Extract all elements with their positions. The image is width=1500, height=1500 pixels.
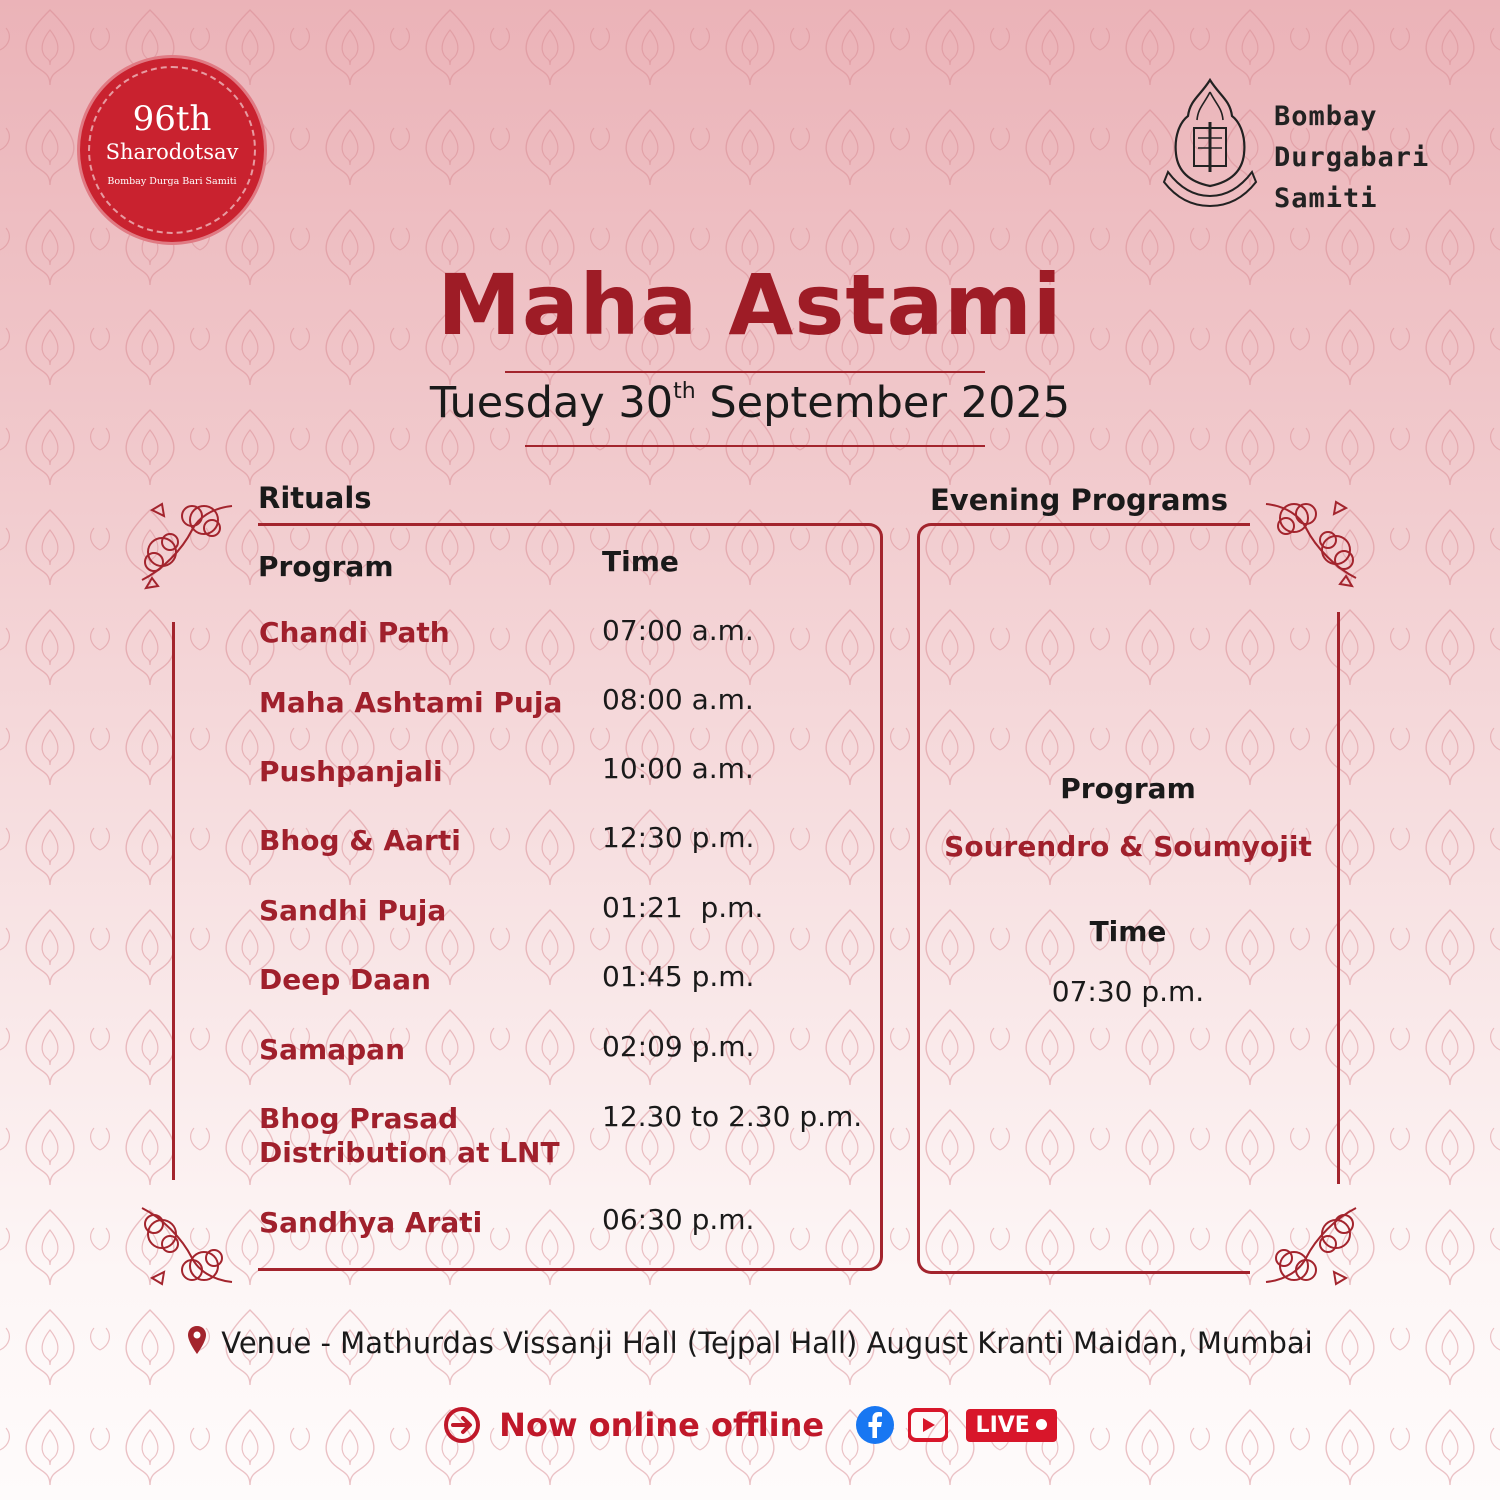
ritual-time: 07:00 a.m. (602, 614, 754, 647)
ritual-name: Sandhi Puja (259, 894, 447, 927)
date-suffix: th (673, 378, 696, 404)
ritual-time: 02:09 p.m. (602, 1030, 755, 1063)
samiti-emblem-icon (1160, 76, 1260, 216)
location-pin-icon (187, 1325, 207, 1355)
rituals-col-program: Program (258, 550, 394, 583)
ritual-name: Samapan (259, 1033, 406, 1066)
flourish-icon (132, 490, 236, 590)
event-date (0, 378, 1500, 428)
youtube-icon[interactable] (908, 1407, 948, 1443)
ritual-time: 01:45 p.m. (602, 960, 755, 993)
evening-time-value: 07:30 p.m. (1051, 975, 1205, 1008)
live-label: LIVE (975, 1412, 1030, 1438)
page-title: Maha Astami (437, 256, 1063, 354)
evening-box (917, 523, 1250, 1274)
right-side-line (1337, 612, 1340, 1184)
ritual-name: Pushpanjali (259, 755, 443, 788)
ritual-name: Chandi Path (259, 616, 450, 649)
org-name-line3: Samiti (1274, 183, 1378, 214)
org-name (1274, 96, 1429, 219)
evening-heading: Evening Programs (930, 483, 1229, 517)
badge-festival: Sharodotsav (105, 140, 239, 164)
ritual-time: 06:30 p.m. (602, 1203, 755, 1236)
ritual-time: 10:00 a.m. (602, 752, 754, 785)
ritual-name: Deep Daan (259, 963, 431, 996)
rituals-col-time: Time (602, 545, 679, 578)
flourish-icon (132, 1198, 236, 1298)
venue-line (0, 1325, 1500, 1360)
ritual-name: Bhog & Aarti (259, 824, 461, 857)
facebook-icon[interactable] (855, 1405, 895, 1445)
date-rule-bottom (525, 445, 985, 447)
ritual-time: 12.30 to 2.30 p.m. (602, 1100, 863, 1133)
evening-time-label: Time (1089, 915, 1167, 948)
org-name-line2: Durgabari (1274, 142, 1430, 173)
ritual-time: 08:00 a.m. (602, 683, 754, 716)
online-row (0, 1404, 1500, 1445)
badge-edition: 96th (132, 99, 212, 139)
ritual-name-line2: Distribution at LNT (259, 1136, 560, 1169)
venue-text: Venue - Mathurdas Vissanji Hall (Tejpal Hall) August Kranti Maidan, Mumbai (221, 1326, 1313, 1360)
ritual-name: Bhog Prasad (259, 1102, 459, 1135)
online-text: Now online offline (499, 1406, 825, 1444)
arrow-right-icon (443, 1406, 481, 1444)
evening-program-label: Program (1060, 772, 1196, 805)
ritual-time: 12:30 p.m. (602, 821, 755, 854)
evening-program-name: Sourendro & Soumyojit (944, 830, 1312, 863)
date-rest: September 2025 (695, 378, 1071, 428)
ritual-name: Sandhya Arati (259, 1206, 483, 1239)
left-side-line (172, 622, 175, 1180)
date-rule-top (505, 371, 985, 373)
rituals-heading: Rituals (258, 481, 372, 515)
date-day: Tuesday 30 (429, 378, 674, 428)
flourish-icon (1262, 488, 1366, 588)
live-badge (966, 1409, 1057, 1442)
org-name-line1: Bombay (1274, 101, 1378, 132)
ritual-name: Maha Ashtami Puja (259, 686, 563, 719)
ritual-time: 01:21 p.m. (602, 891, 764, 924)
sharodotsav-badge (80, 58, 264, 242)
flourish-icon (1262, 1198, 1366, 1298)
live-dot-icon (1036, 1419, 1047, 1430)
badge-org: Bombay Durga Bari Samiti (107, 176, 237, 187)
